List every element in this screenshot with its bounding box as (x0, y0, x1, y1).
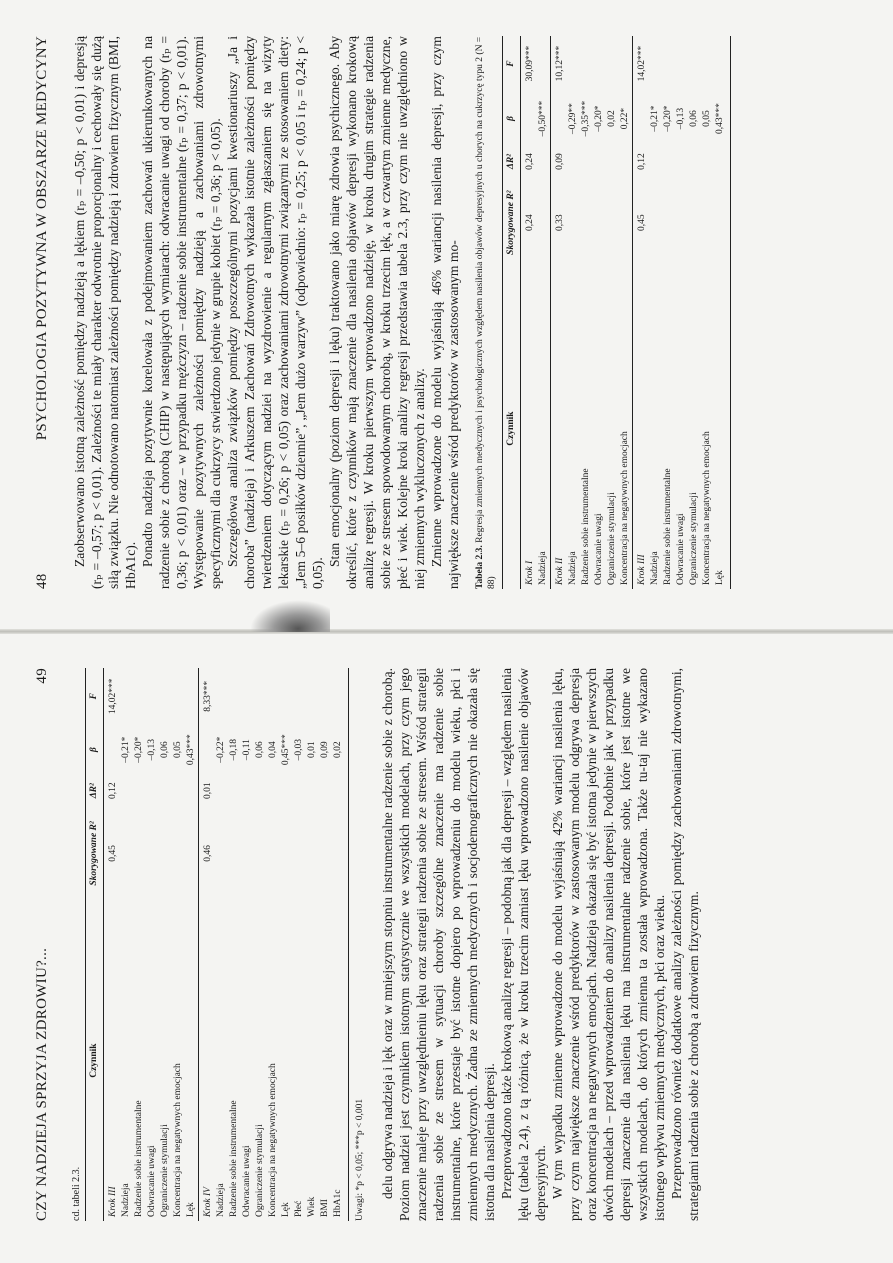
empty-cell (619, 36, 633, 91)
step-r2: 0,46 (199, 807, 216, 901)
step-f: 30,09*** (521, 36, 538, 91)
right-page-number: 49 (34, 668, 50, 684)
beta-value: –0,20* (594, 105, 604, 132)
factor-name: Ograniczenie stymulacji (160, 1124, 170, 1217)
left-running-head (34, 36, 51, 589)
right-page (0, 632, 893, 1263)
beta-value: –0,20* (663, 105, 673, 132)
table-row (606, 36, 619, 589)
table-row (159, 668, 172, 1221)
table-continuation-label: cd. tabeli 2.3. (71, 1166, 82, 1221)
table-row (185, 668, 199, 1221)
empty-cell (701, 36, 714, 91)
empty-cell (332, 807, 349, 901)
left-page (0, 0, 893, 631)
factor-name: Nadzieja (121, 1183, 131, 1217)
beta-value: 0,02 (332, 724, 349, 774)
header-beta: β (503, 91, 521, 146)
empty-cell (688, 177, 701, 268)
table-row (172, 668, 185, 1221)
empty-cell (593, 177, 606, 268)
table-step-row (633, 36, 650, 589)
beta-value: –0,50*** (538, 100, 548, 137)
beta-value: 0,04 (268, 741, 278, 758)
beta-value: 0,06 (689, 110, 699, 127)
left-paragraph: Zmienne wprowadzone do modelu wyjaśniają 46% wariancji nasilenia depresji, przy czym największe znaczenie wśród predyktorów w zastosowanym mo- (429, 36, 461, 589)
empty-cell (567, 36, 580, 91)
empty-cell (120, 807, 133, 901)
step-delta-r2: 0,24 (521, 146, 538, 177)
table-caption-text: Regresja zmiennych medycznych i psychologicznych względem nasilenia objawów depresyjnych u chorych na cukrzycę typu 2 (N = 88) (475, 36, 497, 589)
empty-cell (254, 775, 267, 807)
factor-name: Koncentracja na negatywnych emocjach (173, 1063, 183, 1217)
table-row (593, 36, 606, 589)
empty-cell (662, 146, 675, 177)
beta-value: 0,43*** (186, 734, 196, 766)
empty-cell (280, 668, 293, 724)
empty-cell (215, 807, 228, 901)
table-row (120, 668, 133, 1221)
empty-cell (593, 146, 606, 177)
beta-value: –0,29** (568, 103, 578, 134)
header-r2: Skorygowane R² (503, 177, 521, 268)
beta-value: –0,13 (147, 738, 157, 761)
empty-cell (267, 807, 280, 901)
table-header-row (86, 668, 104, 1221)
factor-name: Radzenie sobie instrumentalne (134, 1100, 144, 1217)
table-header-row (503, 36, 521, 589)
empty-cell (662, 36, 675, 91)
table-row (254, 668, 267, 1221)
table-step-row (199, 668, 216, 1221)
left-paragraph: Szczegółowa analiza związków pomiędzy poszczególnymi pozycjami kwestionariuszy „Ja i choroba” (nadzieja) i Arkuszem Zachowań Zdrowotnych wykazała istotnie zależności pomiędzy twierdzeniem dotyczącym nadziei na wyzdrowienie a regularnym zgłaszaniem się na wizyty lekarskie (rₚ = 0,26; p < 0,05) oraz zachowaniami zdrowotnymi związanymi ze stosowaniem diety: „Jem 5–6 posiłków dziennie”, „Jem dużo warzyw” (odpowiednio: rₚ = 0,25; p < 0,05 i rₚ = 0,24; p < 0,05). (225, 36, 325, 589)
step-delta-r2: 0,12 (104, 775, 121, 807)
step-delta-r2: 0,12 (633, 146, 650, 177)
empty-cell (228, 807, 241, 901)
table-row (319, 668, 332, 1221)
left-running-title: PSYCHOLOGIA POZYTYWNA W OBSZARZE MEDYCYNY (34, 36, 50, 441)
right-paragraph: Przeprowadzono także krokową analizę regresji – podobną jak dla depresji – względem nasilenia lęku (tabela 2.4), z tą różnicą, że w kroku trzecim zamiast lęku wprowadzono nasilenie objawów depresyjnych. (499, 668, 548, 1221)
empty-cell (267, 775, 280, 807)
step-beta-empty (104, 724, 121, 774)
left-paragraph: Ponadto nadzieja pozytywnie korelowała z podejmowaniem zachowań ukierunkowanych na radzenie sobie z chorobą (CHIP) w następujących wymiarach: odwracanie uwagi od choroby (rₚ = 0,36; p < 0,01) oraz – w przypadku mężczyzn – radzenie sobie instrumentalne (rₚ = 0,37; p < 0,01). Występowanie pozytywnych zależności pomiędzy nadzieją a zachowaniami zdrowotnymi specyficznymi dla cukrzycy stwierdzono jedynie w grupie kobiet (rₚ = 0,36; p < 0,05). (140, 36, 223, 589)
beta-value: 0,02 (607, 110, 617, 127)
step-r2: 0,24 (521, 177, 538, 268)
header-delta-r2: ΔR² (503, 146, 521, 177)
empty-cell (319, 807, 332, 901)
factor-name: Odwracanie uwagi (594, 513, 604, 585)
table-row (267, 668, 280, 1221)
empty-cell (567, 177, 580, 268)
empty-cell (701, 146, 714, 177)
table-row (133, 668, 146, 1221)
factor-name: Radzenie sobie instrumentalne (663, 468, 673, 585)
factor-name: Ograniczenie stymulacji (255, 1124, 265, 1217)
empty-cell (185, 668, 199, 724)
table-note: Uwagi: *p < 0,05; ***p < 0,001 (355, 1098, 365, 1221)
factor-name: Ograniczenie stymulacji (607, 492, 617, 585)
step-delta-r2: 0,01 (199, 775, 216, 807)
empty-cell (580, 146, 593, 177)
table-caption-label: Tabela 2.3. (475, 545, 485, 589)
step-r2: 0,45 (104, 807, 121, 901)
right-paragraph: Przeprowadzono również dodatkowe analizy zależności pomiędzy zachowaniami zdrowotnymi, strategiami radzenia sobie z chorobą a zdrowiem fizycznym. (669, 668, 701, 1221)
beta-value: –0,03 (294, 738, 304, 761)
empty-cell (580, 177, 593, 268)
beta-value: 0,06 (255, 741, 265, 758)
beta-value: –0,22* (216, 736, 226, 763)
empty-cell (172, 807, 185, 901)
table-row (567, 36, 580, 589)
regression-table (502, 36, 731, 589)
left-page-scan (0, 0, 893, 631)
empty-cell (606, 36, 619, 91)
right-paragraph: W tym wypadku zmienne wprowadzone do modelu wyjaśniają 42% wariancji nasilenia lęku, przy czym największe znaczenie wśród predyktorów w zastosowanym modelu odgrywa depresja oraz koncentracja na negatywnych emocjach. Nadzieja okazała się być istotna jedynie w pierwszych dwóch modelach – przed wprowadzeniem do analizy nasilenia depresji. Podobnie jak w przypadku depresji znaczenie dla nasilenia lęku ma instrumentalne radzenie sobie, które jest istotne we wszystkich modelach, do których zmienna ta została wprowadzona. Także tu-taj nie wykazano istotnego wpływu zmiennych medycznych, płci oraz wieku. (550, 668, 667, 1221)
beta-value: 0,45*** (281, 734, 291, 766)
empty-cell (241, 807, 254, 901)
table-row (293, 668, 306, 1221)
empty-cell (688, 36, 701, 91)
step-f: 14,02*** (633, 36, 650, 91)
beta-value: –0,11 (242, 739, 252, 761)
empty-cell (228, 668, 241, 724)
empty-cell (688, 146, 701, 177)
empty-cell (172, 668, 185, 724)
empty-cell (241, 775, 254, 807)
empty-cell (267, 668, 280, 724)
table-row (241, 668, 254, 1221)
fold-shadow (250, 600, 330, 632)
table-caption (474, 36, 498, 589)
empty-cell (306, 775, 319, 807)
step-label: Krok III (104, 900, 121, 1221)
empty-cell (537, 177, 551, 268)
factor-name: Radzenie sobie instrumentalne (581, 468, 591, 585)
header-f: F (503, 36, 521, 91)
table-row (662, 36, 675, 589)
left-paragraph: Stan emocjonalny (poziom depresji i lęku) traktowano jako miarę zdrowia psychicznego. Aby określić, które z czynników mają znaczenie dla nasilenia objawów depresji wykonano krokową analizę regresji. W kroku pierwszym wprowadzono nadzieję, w kroku drugim strategie radzenia sobie ze stresem spowodowanym chorobą, w kroku trzecim lęk, a w czwartym zmienne medyczne, płeć i wiek. Kolejne kroki analizy regresji przedstawia tabela 2.3, przy czym nie uwzględniono w niej zmiennych wykluczonych z analizy. (327, 36, 427, 589)
header-factor: Czynnik (503, 268, 521, 589)
table-row (649, 36, 662, 589)
empty-cell (215, 775, 228, 807)
beta-value: –0,21* (121, 736, 131, 763)
factor-name: Nadzieja (216, 1183, 226, 1217)
table-step-row (104, 668, 121, 1221)
factor-name: Koncentracja na negatywnych emocjach (702, 431, 712, 585)
empty-cell (319, 668, 332, 724)
factor-name: Odwracanie uwagi (676, 513, 686, 585)
step-delta-r2: 0,09 (551, 146, 568, 177)
empty-cell (567, 146, 580, 177)
empty-cell (306, 668, 319, 724)
factor-name: BMI (320, 1199, 330, 1217)
step-beta-empty (551, 91, 568, 146)
factor-name: Nadzieja (650, 551, 660, 585)
header-beta: β (86, 724, 104, 774)
empty-cell (675, 36, 688, 91)
empty-cell (714, 146, 731, 177)
empty-cell (675, 146, 688, 177)
factor-name: Lęk (186, 1202, 196, 1217)
step-label: Krok IV (199, 900, 216, 1221)
empty-cell (593, 36, 606, 91)
factor-name: Lęk (281, 1202, 291, 1217)
table-row (701, 36, 714, 589)
beta-value: 0,05 (702, 110, 712, 127)
header-f: F (86, 668, 104, 724)
table-row (537, 36, 551, 589)
beta-value: 0,06 (160, 741, 170, 758)
factor-name: Odwracanie uwagi (242, 1145, 252, 1217)
table-row (215, 668, 228, 1221)
factor-name: Nadzieja (538, 551, 548, 585)
empty-cell (293, 807, 306, 901)
beta-value: –0,18 (229, 738, 239, 761)
table-row (306, 668, 319, 1221)
step-label: Krok II (551, 268, 568, 589)
empty-cell (254, 668, 267, 724)
factor-name: HbA1c (332, 900, 349, 1221)
empty-cell (606, 146, 619, 177)
empty-cell (537, 36, 551, 91)
right-paragraph: delu odgrywa nadzieja i lęk oraz w mniejszym stopniu instrumentalne radzenie sobie z chorobą. Poziom nadziei jest czynnikiem istotnym statystycznie we wszystkich modelach, przy czym jego znaczenie maleje przy uwzględnieniu lęku oraz strategii radzenia sobie ze stresem. Wśród strategii radzenia sobie ze stresem w sytuacji choroby szczególne znaczenie ma radzenie sobie instrumentalne, które przestaje być istotne dopiero po wprowadzeniu do modelu wieku, płci i zmiennych medycznych. Żadna ze zmiennych medycznych i socjodemograficznych nie okazała się istotna dla nasilenia depresji. (380, 668, 497, 1221)
empty-cell (606, 177, 619, 268)
empty-cell (306, 807, 319, 901)
empty-cell (649, 36, 662, 91)
factor-name: Koncentracja na negatywnych emocjach (268, 1063, 278, 1217)
empty-cell (146, 807, 159, 901)
empty-cell (714, 36, 731, 91)
beta-value: 0,43*** (714, 91, 731, 146)
factor-name: Płeć (294, 1200, 304, 1217)
empty-cell (280, 775, 293, 807)
empty-cell (241, 668, 254, 724)
table-row (280, 668, 293, 1221)
step-f: 10,12*** (551, 36, 568, 91)
table-step-row (551, 36, 568, 589)
empty-cell (332, 775, 349, 807)
beta-value: –0,21* (650, 105, 660, 132)
header-factor: Czynnik (86, 900, 104, 1221)
table-row (688, 36, 701, 589)
empty-cell (580, 36, 593, 91)
empty-cell (619, 146, 633, 177)
factor-name: Koncentracja na negatywnych emocjach (620, 431, 630, 585)
empty-cell (662, 177, 675, 268)
empty-cell (133, 807, 146, 901)
step-r2: 0,33 (551, 177, 568, 268)
empty-cell (675, 177, 688, 268)
factor-name: Odwracanie uwagi (147, 1145, 157, 1217)
step-f: 14,02*** (104, 668, 121, 724)
regression-table-continued (85, 668, 349, 1221)
right-running-title: CZY NADZIEJA SPRZYJA ZDROWIU?... (34, 947, 50, 1221)
empty-cell (120, 775, 133, 807)
empty-cell (159, 775, 172, 807)
empty-cell (185, 775, 199, 807)
factor-name: Wiek (307, 1196, 317, 1217)
empty-cell (133, 668, 146, 724)
empty-cell (215, 668, 228, 724)
step-beta-empty (633, 91, 650, 146)
left-paragraph: Zaobserwowano istotną zależność pomiędzy nadzieją a lękiem (rₚ = –0,50; p < 0,01) i depresją (rₚ = –0,57; p < 0,01). Zależności te miały charakter odwrotnie proporcjonalny i cechowały się dużą siłą związku. Nie odnotowano natomiast zależności pomiędzy nadzieją i zdrowiem fizycznym (BMI, HbA1c). (72, 36, 138, 589)
table-row (619, 36, 633, 589)
empty-cell (159, 807, 172, 901)
beta-value: –0,35*** (581, 100, 591, 137)
empty-cell (701, 177, 714, 268)
table-row (580, 36, 593, 589)
empty-cell (537, 146, 551, 177)
table-step-row (521, 36, 538, 589)
factor-name: Radzenie sobie instrumentalne (229, 1100, 239, 1217)
empty-cell (254, 807, 267, 901)
empty-cell (714, 177, 731, 268)
table-row (228, 668, 241, 1221)
beta-value: 0,05 (173, 741, 183, 758)
factor-name: Ograniczenie stymulacji (689, 492, 699, 585)
table-row (332, 668, 349, 1221)
factor-name: Nadzieja (568, 551, 578, 585)
header-delta-r2: ΔR² (86, 775, 104, 807)
beta-value: –0,13 (676, 107, 686, 130)
step-label: Krok III (633, 268, 650, 589)
right-page-scan (0, 632, 893, 1263)
empty-cell (619, 177, 633, 268)
header-r2: Skorygowane R² (86, 807, 104, 901)
beta-value: 0,22* (620, 107, 630, 130)
empty-cell (293, 668, 306, 724)
empty-cell (332, 668, 349, 724)
step-beta-empty (521, 91, 538, 146)
step-r2: 0,45 (633, 177, 650, 268)
step-f: 8,33*** (199, 668, 216, 724)
beta-value: 0,01 (307, 741, 317, 758)
empty-cell (228, 775, 241, 807)
empty-cell (293, 775, 306, 807)
right-running-head (34, 668, 51, 1221)
table-row (675, 36, 688, 589)
beta-value: –0,20* (134, 736, 144, 763)
table-row (146, 668, 159, 1221)
empty-cell (133, 775, 146, 807)
factor-name: Lęk (714, 268, 731, 589)
empty-cell (319, 775, 332, 807)
left-page-number: 48 (34, 573, 50, 589)
step-label: Krok I (521, 268, 538, 589)
table-row (714, 36, 731, 589)
empty-cell (172, 775, 185, 807)
empty-cell (649, 146, 662, 177)
empty-cell (280, 807, 293, 901)
empty-cell (649, 177, 662, 268)
empty-cell (146, 668, 159, 724)
step-beta-empty (199, 724, 216, 774)
empty-cell (120, 668, 133, 724)
empty-cell (185, 807, 199, 901)
empty-cell (159, 668, 172, 724)
empty-cell (146, 775, 159, 807)
beta-value: 0,09 (320, 741, 330, 758)
